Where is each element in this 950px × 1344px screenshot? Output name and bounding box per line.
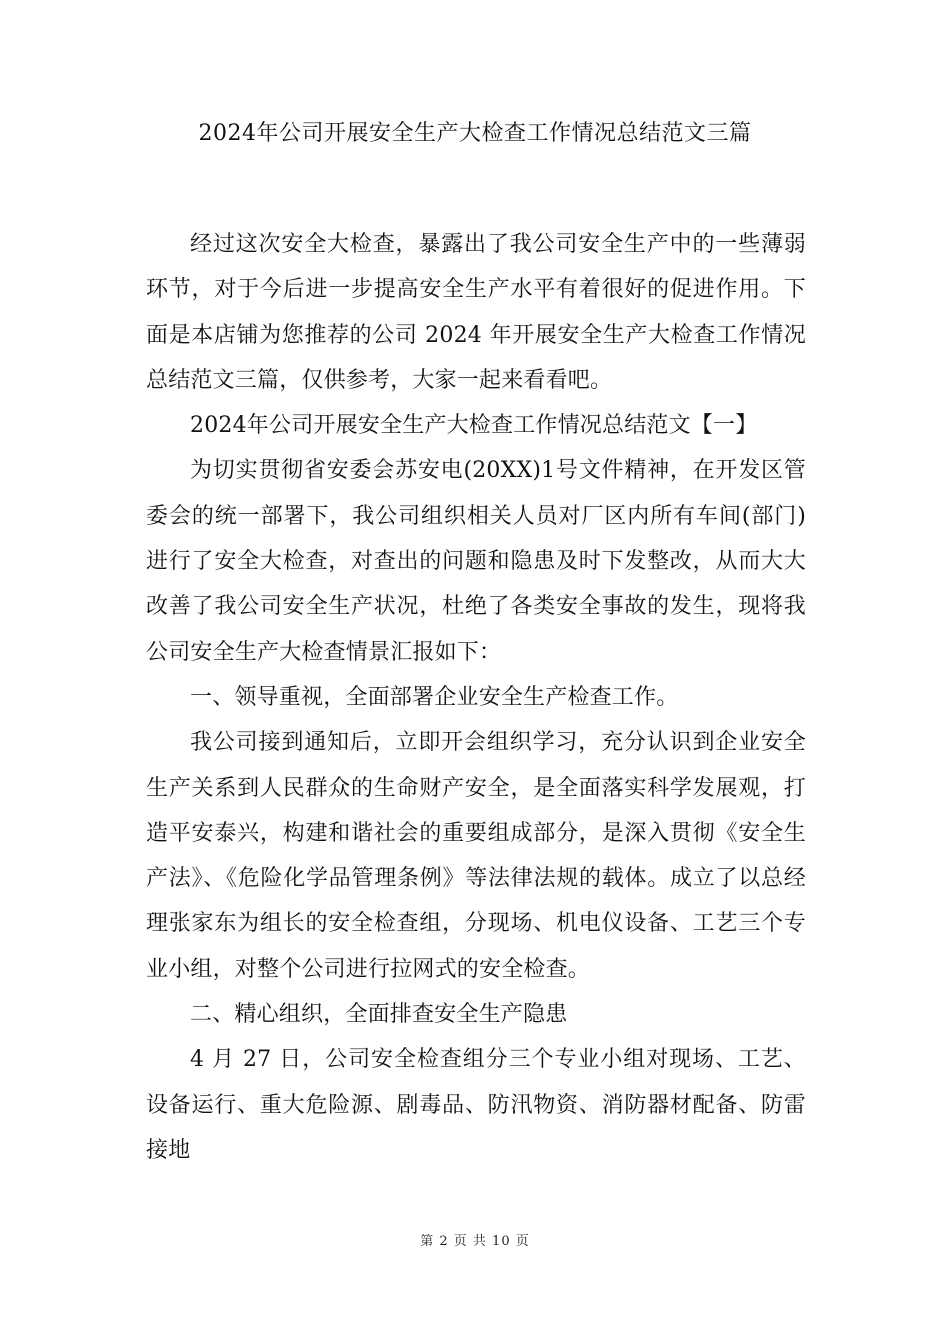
intro-paragraph: 经过这次安全大检查，暴露出了我公司安全生产中的一些薄弱环节，对于今后进一步提高安全生产水平有着很好的促进作用。下面是本店铺为您推荐的公司 2024 年开展安全生产大检查工作情况总结范文三篇，仅供参考，大家一起来看看吧。 (146, 232, 806, 393)
subheading-leadership: 一、领导重视，全面部署企业安全生产检查工作。 (190, 684, 679, 710)
body-paragraph: 为切实贯彻省安委会苏安电(20XX)1号文件精神，在开发区管委会的统一部署下，我公司组织相关人员对厂区内所有车间(部门)进行了安全大检查，对查出的问题和隐患及时下发整改，从而大大改善了我公司安全生产状况，杜绝了各类安全事故的发生，现将我公司安全生产大检查情景汇报如下： (146, 458, 806, 665)
document-body (146, 222, 806, 1173)
page-number-footer: 第 2 页 共 10 页 (420, 1234, 530, 1249)
document-title: 2024年公司开展安全生产大检查工作情况总结范文三篇 (198, 121, 752, 146)
section-heading-one: 2024年公司开展安全生产大检查工作情况总结范文【一】 (190, 413, 758, 439)
body-paragraph: 我公司接到通知后，立即开会组织学习，充分认识到企业安全生产关系到人民群众的生命财产安全，是全面落实科学发展观，打造平安泰兴，构建和谐社会的重要组成部分，是深入贯彻《安全生产法》、《危险化学品管理条例》等法律法规的载体。成立了以总经理张家东为组长的安全检查组，分现场、机电仪设备、工艺三个专业小组，对整个公司进行拉网式的安全检查。 (146, 730, 806, 982)
body-paragraph: 4 月 27 日，公司安全检查组分三个专业小组对现场、工艺、设备运行、重大危险源、剧毒品、防汛物资、消防器材配备、防雷接地 (146, 1047, 806, 1163)
subheading-organization: 二、精心组织，全面排查安全生产隐患 (190, 1002, 568, 1028)
